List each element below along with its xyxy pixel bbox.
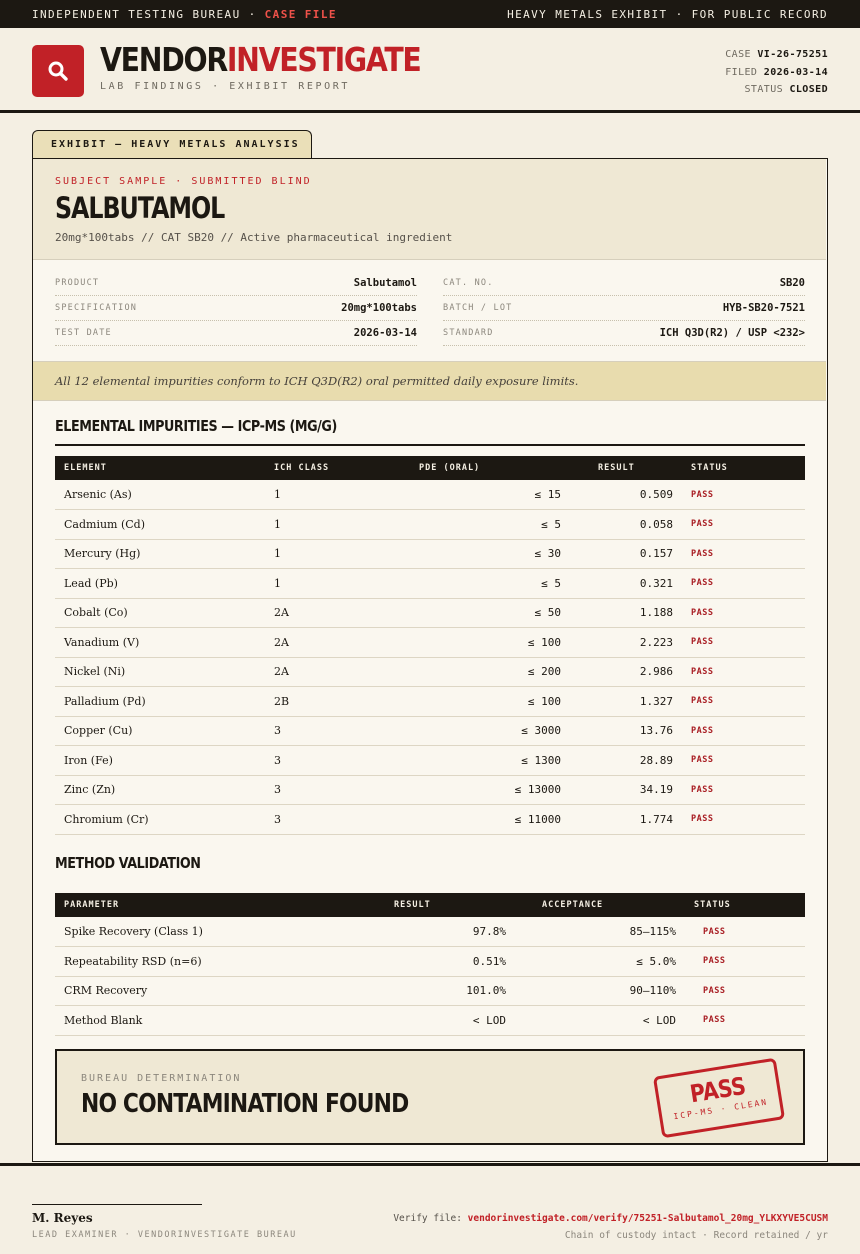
status-badge: PASS xyxy=(682,805,805,835)
spec-value: HYB-SB20-7521 xyxy=(722,302,805,314)
spec-label: STANDARD xyxy=(443,328,494,338)
filed-label: FILED xyxy=(725,66,758,78)
element-cell: Vanadium (V) xyxy=(55,628,265,658)
col-mv-result: RESULT xyxy=(394,900,431,910)
brand-subtitle: LAB FINDINGS · EXHIBIT REPORT xyxy=(100,81,350,92)
col-element: ELEMENT xyxy=(64,463,107,473)
class-cell: 1 xyxy=(265,539,410,569)
determination-value: NO CONTAMINATION FOUND xyxy=(81,1089,409,1119)
impurities-header-row xyxy=(55,456,805,480)
result-cell: 1.774 xyxy=(570,805,682,835)
report-header xyxy=(0,28,860,113)
bureau-label: INDEPENDENT TESTING BUREAU · xyxy=(32,7,265,21)
impurities-rule xyxy=(55,444,805,446)
pde-cell: ≤ 13000 xyxy=(410,775,570,805)
pde-cell: ≤ 50 xyxy=(410,598,570,628)
status-badge: PASS xyxy=(682,480,805,510)
case-meta xyxy=(725,46,828,99)
status-badge: PASS xyxy=(685,947,805,977)
element-cell: Zinc (Zn) xyxy=(55,775,265,805)
acceptance-cell: < LOD xyxy=(515,1006,685,1036)
exhibit-tab: EXHIBIT — HEAVY METALS ANALYSIS xyxy=(32,130,312,159)
status-badge: PASS xyxy=(682,598,805,628)
case-number: VI-26-75251 xyxy=(757,49,828,60)
logo-badge xyxy=(32,45,84,97)
spec-specification xyxy=(55,296,417,321)
brand-part-vendor: VENDOR xyxy=(100,40,227,79)
element-cell: Copper (Cu) xyxy=(55,716,265,746)
status-badge: PASS xyxy=(682,510,805,540)
spec-value: 2026-03-14 xyxy=(353,327,417,339)
examiner-role: LEAD EXAMINER · VENDORINVESTIGATE BUREAU xyxy=(32,1230,297,1240)
impurity-row xyxy=(55,716,805,746)
col-pde: PDE (ORAL) xyxy=(419,463,481,473)
pde-cell: ≤ 30 xyxy=(410,539,570,569)
summary-banner: All 12 elemental impurities conform to ICH Q3D(R2) oral permitted daily exposure limits. xyxy=(33,361,826,401)
pde-cell: ≤ 3000 xyxy=(410,716,570,746)
element-cell: Iron (Fe) xyxy=(55,746,265,776)
pde-cell: ≤ 200 xyxy=(410,657,570,687)
result-cell: 0.058 xyxy=(570,510,682,540)
result-cell: 28.89 xyxy=(570,746,682,776)
parameter-cell: Method Blank xyxy=(55,1006,385,1036)
method-header-row xyxy=(55,893,805,917)
signature-line xyxy=(32,1204,202,1205)
top-strip-left xyxy=(32,8,337,21)
brand-wordmark xyxy=(100,40,421,79)
mv-result-cell: 0.51% xyxy=(385,947,515,977)
status-badge: PASS xyxy=(685,976,805,1006)
determination-label: BUREAU DETERMINATION xyxy=(81,1073,242,1084)
status-badge: PASS xyxy=(682,775,805,805)
result-cell: 34.19 xyxy=(570,775,682,805)
pde-cell: ≤ 5 xyxy=(410,569,570,599)
examiner-name: M. Reyes xyxy=(32,1211,93,1225)
impurities-title: ELEMENTAL IMPURITIES — ICP-MS (ΜG/G) xyxy=(55,417,337,435)
impurity-row xyxy=(55,805,805,835)
class-cell: 1 xyxy=(265,480,410,510)
class-cell: 1 xyxy=(265,510,410,540)
spec-value: ICH Q3D(R2) / USP <232> xyxy=(659,327,805,339)
class-cell: 3 xyxy=(265,775,410,805)
stamp-sub: ICP-MS · CLEAN xyxy=(672,1097,769,1122)
report-footer xyxy=(0,1163,860,1254)
col-ich-class: ICH CLASS xyxy=(274,463,330,473)
method-title: METHOD VALIDATION xyxy=(55,854,201,872)
status-badge: PASS xyxy=(682,687,805,717)
status-badge: PASS xyxy=(685,1006,805,1036)
impurities-table xyxy=(55,456,805,835)
status-badge: PASS xyxy=(682,539,805,569)
pass-stamp xyxy=(653,1058,785,1139)
element-cell: Cobalt (Co) xyxy=(55,598,265,628)
case-label: CASE xyxy=(725,49,751,60)
element-cell: Nickel (Ni) xyxy=(55,657,265,687)
top-strip xyxy=(0,0,860,28)
spec-label: PRODUCT xyxy=(55,278,100,288)
class-cell: 2A xyxy=(265,598,410,628)
result-cell: 13.76 xyxy=(570,716,682,746)
impurity-row xyxy=(55,510,805,540)
spec-value: 20mg*100tabs xyxy=(341,302,417,314)
impurity-row xyxy=(55,657,805,687)
acceptance-cell: 85–115% xyxy=(515,917,685,947)
impurity-row xyxy=(55,746,805,776)
impurity-row xyxy=(55,539,805,569)
class-cell: 3 xyxy=(265,716,410,746)
subject-block xyxy=(33,159,826,260)
impurity-row xyxy=(55,569,805,599)
subject-name: SALBUTAMOL xyxy=(55,191,225,225)
status-badge: PASS xyxy=(685,917,805,947)
subject-kicker: SUBJECT SAMPLE · SUBMITTED BLIND xyxy=(55,176,312,187)
subject-description: 20mg*100tabs // CAT SB20 // Active pharmaceutical ingredient xyxy=(55,231,453,244)
pde-cell: ≤ 1300 xyxy=(410,746,570,776)
status-label: STATUS xyxy=(744,84,784,95)
parameter-cell: Spike Recovery (Class 1) xyxy=(55,917,385,947)
col-acceptance: ACCEPTANCE xyxy=(542,900,604,910)
class-cell: 2B xyxy=(265,687,410,717)
col-parameter: PARAMETER xyxy=(64,900,120,910)
spec-value: Salbutamol xyxy=(353,277,417,289)
col-result: RESULT xyxy=(598,463,635,473)
filed-date: 2026-03-14 xyxy=(763,66,828,78)
result-cell: 0.509 xyxy=(570,480,682,510)
class-cell: 3 xyxy=(265,746,410,776)
result-cell: 2.223 xyxy=(570,628,682,658)
spec-label: TEST DATE xyxy=(55,328,112,338)
spec-standard xyxy=(443,321,805,346)
top-strip-right: HEAVY METALS EXHIBIT · FOR PUBLIC RECORD xyxy=(507,7,828,21)
class-cell: 2A xyxy=(265,657,410,687)
verify-line xyxy=(393,1213,828,1224)
col-status: STATUS xyxy=(691,463,728,473)
element-cell: Palladium (Pd) xyxy=(55,687,265,717)
class-cell: 2A xyxy=(265,628,410,658)
pde-cell: ≤ 100 xyxy=(410,687,570,717)
parameter-cell: CRM Recovery xyxy=(55,976,385,1006)
case-file-label: CASE FILE xyxy=(264,7,337,21)
brand-part-investigate: INVESTIGATE xyxy=(226,40,421,79)
impurity-row xyxy=(55,480,805,510)
element-cell: Arsenic (As) xyxy=(55,480,265,510)
method-row xyxy=(55,976,805,1006)
spec-cat-no xyxy=(443,271,805,296)
pde-cell: ≤ 15 xyxy=(410,480,570,510)
parameter-cell: Repeatability RSD (n=6) xyxy=(55,947,385,977)
method-row xyxy=(55,1006,805,1036)
col-mv-status: STATUS xyxy=(694,900,731,910)
method-row xyxy=(55,917,805,947)
status-badge: PASS xyxy=(682,569,805,599)
status-badge: PASS xyxy=(682,746,805,776)
status-badge: PASS xyxy=(682,716,805,746)
impurity-row xyxy=(55,628,805,658)
custody-note: Chain of custody intact · Record retained / yr xyxy=(564,1230,828,1241)
spec-batch xyxy=(443,296,805,321)
acceptance-cell: 90–110% xyxy=(515,976,685,1006)
result-cell: 1.188 xyxy=(570,598,682,628)
pde-cell: ≤ 5 xyxy=(410,510,570,540)
result-cell: 2.986 xyxy=(570,657,682,687)
element-cell: Lead (Pb) xyxy=(55,569,265,599)
impurity-row xyxy=(55,775,805,805)
stamp-main: PASS xyxy=(688,1071,748,1109)
verify-label: Verify file: xyxy=(393,1213,468,1224)
acceptance-cell: ≤ 5.0% xyxy=(515,947,685,977)
method-table xyxy=(55,893,805,1036)
spec-label: CAT. NO. xyxy=(443,278,494,288)
spec-label: BATCH / LOT xyxy=(443,303,513,313)
verify-link[interactable]: vendorinvestigate.com/verify/75251-Salbutamol_20mg_YLKXYVE5CUSM xyxy=(467,1213,828,1224)
impurity-row xyxy=(55,598,805,628)
search-icon xyxy=(46,59,70,83)
spec-label: SPECIFICATION xyxy=(55,303,138,313)
pde-cell: ≤ 11000 xyxy=(410,805,570,835)
determination-box xyxy=(55,1049,805,1145)
spec-product xyxy=(55,271,417,296)
method-row xyxy=(55,947,805,977)
pde-cell: ≤ 100 xyxy=(410,628,570,658)
mv-result-cell: 97.8% xyxy=(385,917,515,947)
impurity-row xyxy=(55,687,805,717)
case-status: CLOSED xyxy=(789,84,828,95)
mv-result-cell: 101.0% xyxy=(385,976,515,1006)
mv-result-cell: < LOD xyxy=(385,1006,515,1036)
result-cell: 0.157 xyxy=(570,539,682,569)
class-cell: 3 xyxy=(265,805,410,835)
element-cell: Cadmium (Cd) xyxy=(55,510,265,540)
result-cell: 1.327 xyxy=(570,687,682,717)
element-cell: Chromium (Cr) xyxy=(55,805,265,835)
spec-test-date xyxy=(55,321,417,346)
element-cell: Mercury (Hg) xyxy=(55,539,265,569)
status-badge: PASS xyxy=(682,628,805,658)
spec-value: SB20 xyxy=(779,277,805,289)
class-cell: 1 xyxy=(265,569,410,599)
result-cell: 0.321 xyxy=(570,569,682,599)
status-badge: PASS xyxy=(682,657,805,687)
exhibit-panel xyxy=(32,158,828,1162)
